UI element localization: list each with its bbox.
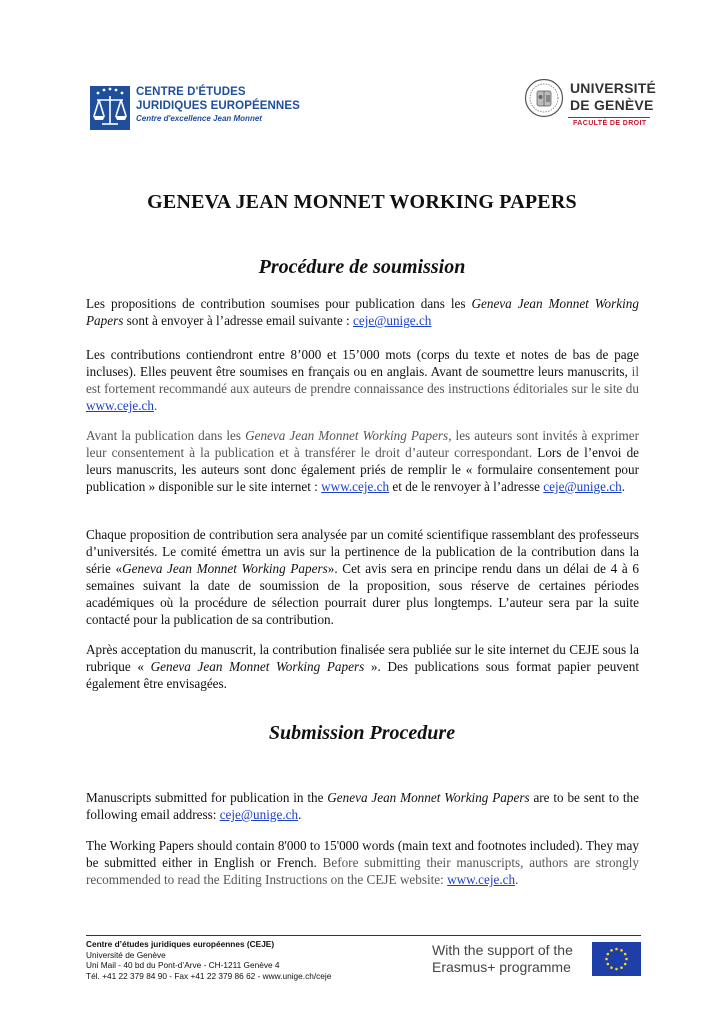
fr-p1-text: Les propositions de contribution soumises pour publication dans les — [86, 296, 472, 311]
eu-star — [625, 958, 628, 961]
en-paragraph-1 — [86, 789, 639, 823]
fr-p2-end: . — [153, 398, 158, 413]
eu-star — [620, 966, 623, 969]
fr-p3-text-3: Lors de l’envoi de leurs manuscrits, les auteurs sont donc également priés de remplir le « formulaire consentement pour publication » disponible sur le site internet : — [86, 445, 640, 494]
eu-flag-icon — [592, 942, 641, 976]
en-p1-end: . — [298, 807, 302, 822]
fr-p2-text: Les contributions contiendront entre 8’000 et 15’000 mots (corps du texte et notes de bas de page incluses). Elles peuvent être soumises en français ou en anglais. Avant de soumettre leurs manuscrits, — [86, 347, 639, 379]
erasmus-logo — [432, 942, 642, 978]
ceje-logo-line1: CENTRE D'ÉTUDES — [136, 86, 246, 98]
ceje-scales-icon — [90, 86, 130, 130]
fr-p4-text: Chaque proposition de contribution sera analysée par un comité scientifique rassemblant des professeurs d’universités. Le comité émettra un avis sur la pertinence de la publication de la contribution dans la série « — [86, 527, 639, 576]
erasmus-line2: Erasmus+ programme — [432, 959, 571, 975]
eu-star — [624, 953, 627, 956]
fr-p3-text-2: , les auteurs sont invités à exprimer leur consentement à la publication et à transférer le droit d’auteur correspondant. — [86, 428, 639, 460]
fr-p3-email-link[interactable]: ceje@unige.ch — [543, 479, 622, 494]
eu-star — [605, 958, 608, 961]
fr-p2-website-link[interactable]: www.ceje.ch — [86, 398, 154, 413]
fr-p1-series-name: Geneva Jean Monnet Working Papers — [86, 296, 639, 328]
en-paragraph-2 — [86, 837, 639, 888]
en-p1-email-link[interactable]: ceje@unige.ch — [219, 807, 299, 822]
fr-paragraph-3 — [86, 427, 639, 495]
eu-star — [607, 953, 610, 956]
eu-star — [607, 963, 610, 966]
unige-faculty: FACULTÉ DE DROIT — [573, 120, 647, 127]
en-p2-website-link[interactable]: www.ceje.ch — [447, 872, 516, 887]
fr-p1-text-2: sont à envoyer à l’adresse email suivante : — [123, 313, 353, 328]
fr-paragraph-5 — [86, 641, 639, 692]
fr-p3-text: Avant la publication dans les — [86, 428, 246, 443]
fr-p4-series-name: Geneva Jean Monnet Working Papers — [122, 561, 328, 576]
en-heading: Submission Procedure — [268, 722, 456, 744]
fr-p3-series-name: Geneva Jean Monnet Working Papers — [245, 428, 449, 443]
fr-paragraph-1 — [86, 295, 639, 329]
eu-star — [624, 963, 627, 966]
footer-divider — [86, 935, 641, 936]
eu-star — [610, 949, 613, 952]
en-p2-end: . — [515, 872, 519, 887]
en-p2-text: The Working Papers should contain 8'000 to 15'000 words (main text and footnotes included). They may be submitted either in English or French. — [86, 838, 639, 870]
footer-contact: Tél. +41 22 379 84 90 - Fax +41 22 379 86 62 - www.unige.ch/ceje — [86, 970, 332, 981]
footer-org: Centre d’études juridiques européennes (CEJE) — [86, 939, 275, 949]
eu-star — [615, 948, 618, 951]
fr-p3-website-link[interactable]: www.ceje.ch — [321, 479, 390, 494]
unige-divider — [568, 117, 650, 118]
ceje-logo — [90, 86, 300, 130]
fr-paragraph-4 — [86, 526, 639, 628]
fr-p5-series-name: Geneva Jean Monnet Working Papers — [150, 659, 365, 674]
fr-p3-end: . — [621, 479, 625, 494]
en-p2-text-gray: Before submitting their manuscripts, authors are strongly recommended to read the Editing Instructions on the CEJE website: — [86, 855, 639, 887]
footer-address — [86, 939, 331, 981]
unige-name-line1: UNIVERSITÉ — [570, 80, 657, 96]
fr-p2-text-gray: il est fortement recommandé aux auteurs de prendre connaissance des instructions éditoriales sur le site du — [86, 364, 639, 396]
document-title: GENEVA JEAN MONNET WORKING PAPERS — [147, 191, 577, 213]
unige-seal-icon — [524, 78, 564, 118]
fr-p5-text-2: ». Des publications sous format papier peuvent également être envisagées. — [86, 659, 639, 691]
unige-logo — [524, 78, 657, 134]
ceje-logo-tagline: Centre d'excellence Jean Monnet — [136, 114, 262, 123]
en-p1-text-2: are to be sent to the following email address: — [86, 790, 639, 822]
en-p1-text: Manuscripts submitted for publication in the — [86, 790, 328, 805]
eu-star — [620, 949, 623, 952]
fr-p3-text-4: et de le renvoyer à l’adresse — [389, 479, 544, 494]
fr-p1-email-link[interactable]: ceje@unige.ch — [352, 313, 432, 328]
unige-name-line2: DE GENÈVE — [570, 97, 654, 113]
en-p1-series-name: Geneva Jean Monnet Working Papers — [327, 790, 530, 805]
fr-p4-text-2: ». Cet avis sera en principe rendu dans un délai de 4 à 6 semaines suivant la date de soumission de la proposition, sous réserve de certaines périodes académiques où la procédure de sélection pourrait durer plus longtemps. L’auteur sera par la suite contacté pour la publication de sa contribution. — [86, 561, 639, 627]
footer-university: Université de Genève — [86, 949, 166, 960]
erasmus-line1: With the support of the — [432, 942, 573, 958]
eu-star — [610, 966, 613, 969]
footer-street: Uni Mail - 40 bd du Pont-d’Arve - CH-1211 Genève 4 — [86, 960, 280, 970]
ceje-logo-line2: JURIDIQUES EUROPÉENNES — [136, 99, 300, 112]
fr-paragraph-2 — [86, 346, 639, 414]
fr-heading: Procédure de soumission — [258, 256, 466, 278]
fr-p5-text: Après acceptation du manuscrit, la contribution finalisée sera publiée sur le site internet du CEJE sous la rubrique « — [86, 642, 639, 674]
eu-star — [615, 968, 618, 971]
